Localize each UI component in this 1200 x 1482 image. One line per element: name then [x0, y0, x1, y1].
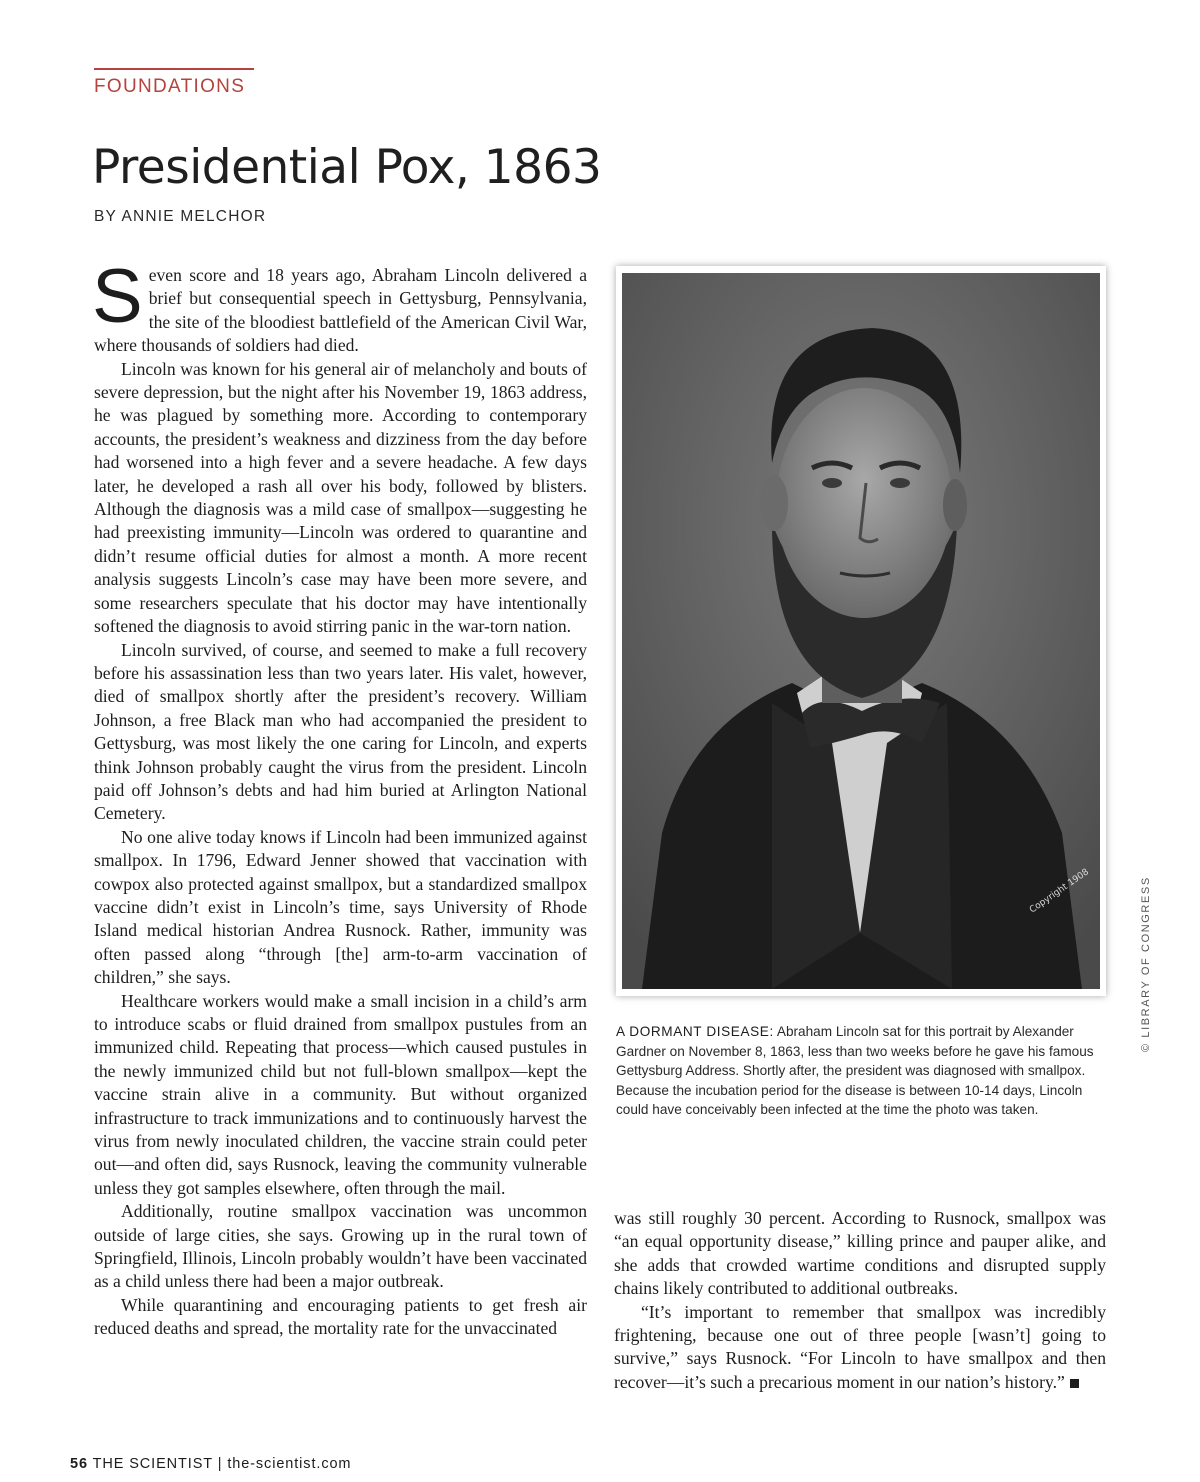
paragraph-1-text: even score and 18 years ago, Abraham Lincoln delivered a brief but consequential speech in Gettysburg, Pennsylvania, the site of the bloodiest battlefield of the American Civil War, where thousands of soldiers had died. [94, 265, 587, 356]
section-label: FOUNDATIONS [94, 76, 246, 97]
article-body-left-column [92, 254, 587, 1341]
paragraph-3: Lincoln survived, of course, and seemed to make a full recovery before his assassination less than two years later. His valet, however, died of smallpox shortly after the president’s recovery. William Johnson, a free Black man who had accompanied the president to Gettysburg, was most likely the one caring for Lincoln, and experts think Johnson probably caught the virus from the president. Lincoln paid off Johnson’s debts and had him buried at Arlington National Cemetery. [94, 639, 587, 824]
paragraph-5: Healthcare workers would make a small incision in a child’s arm to introduce scabs or fluid drained from smallpox pustules from an immunized child. Repeating that process—which caused pustules in the newly immunized child but not full-blown smallpox—kept the vaccine strain alive in a community. But without organized infrastructure to track immunizations and to continuously harvest the virus from newly inoculated children, the vaccine strain could peter out—and often did, says Rusnock, leaving the community vulnerable unless they got samples elsewhere, often through the mail. [94, 990, 587, 1198]
paragraph-7: While quarantining and encouraging patients to get fresh air reduced deaths and spread, the mortality rate for the unvaccinated [94, 1294, 587, 1339]
portrait-illustration [622, 273, 1100, 989]
end-mark-icon [1070, 1379, 1079, 1388]
paragraph-9-text: “It’s important to remember that smallpox was incredibly frightening, because one out of three people [wasn’t] going to survive,” says Rusnock. “For Lincoln to have smallpox and then recover—it’s such a precarious moment in our nation’s history.” [614, 1301, 1106, 1392]
paragraph-6: Additionally, routine smallpox vaccination was uncommon outside of large cities, she says. Growing up in the rural town of Springfield, Illinois, Lincoln probably wouldn’t have been vaccinated as a child unless there had been a major outbreak. [94, 1201, 587, 1292]
paragraph-9 [614, 1301, 1106, 1395]
paragraph-1 [92, 254, 587, 358]
photo-credit: © LIBRARY OF CONGRESS [1140, 876, 1152, 1052]
drop-cap: S [92, 254, 143, 339]
photo-copyright-stamp: Copyright 1908 [1027, 867, 1091, 916]
byline: BY ANNIE MELCHOR [94, 208, 267, 225]
article-title: Presidential Pox, 1863 [92, 140, 602, 195]
page-number: 56 [70, 1456, 88, 1472]
photo-caption [616, 1022, 1106, 1120]
paragraph-8: was still roughly 30 percent. According to Rusnock, smallpox was “an equal opportunity disease,” killing prince and pauper alike, and she adds that crowded wartime conditions and disrupted supply chains likely contributed to additional outbreaks. [614, 1208, 1106, 1299]
article-body-right-column [614, 1207, 1106, 1394]
page-footer [70, 1456, 351, 1472]
paragraph-4: No one alive today knows if Lincoln had been immunized against smallpox. In 1796, Edward Jenner showed that vaccination with cowpox also protected against smallpox, but a standardized smallpox vaccine didn’t exist in Lincoln’s time, says University of Rhode Island medical historian Andrea Rusnock. Rather, immunity was often passed along “through [the] arm-to-arm vaccination of children,” she says. [94, 826, 587, 988]
paragraph-2: Lincoln was known for his general air of melancholy and bouts of severe depression, but the night after his November 19, 1863 address, he was plagued by something more. According to contemporary accounts, the president’s weakness and dizziness from the day before had worsened into a high fever and a severe headache. A few days later, he developed a rash all over his body, followed by blisters. Although the diagnosis was a mild case of smallpox—suggesting he had preexisting immunity—Lincoln was ordered to quarantine and didn’t resume official duties for almost a month. A more recent analysis suggests Lincoln’s case may have been more severe, and some researchers speculate that his doctor may have intentionally softened the diagnosis to avoid stirring panic in the war-torn nation. [94, 358, 587, 637]
section-rule [94, 68, 254, 70]
caption-label: A DORMANT DISEASE: [616, 1024, 774, 1039]
caption-text: Abraham Lincoln sat for this portrait by Alexander Gardner on November 8, 1863, less than two weeks before he gave his famous Gettysburg Address. Shortly after, the president was diagnosed with smallpox. Because the incubation period for the disease is between 10-14 days, Lincoln could have conceivably been infected at the time the photo was taken. [616, 1024, 1094, 1118]
lincoln-portrait-photo [622, 273, 1100, 989]
magazine-name: THE SCIENTIST | the-scientist.com [87, 1456, 352, 1472]
